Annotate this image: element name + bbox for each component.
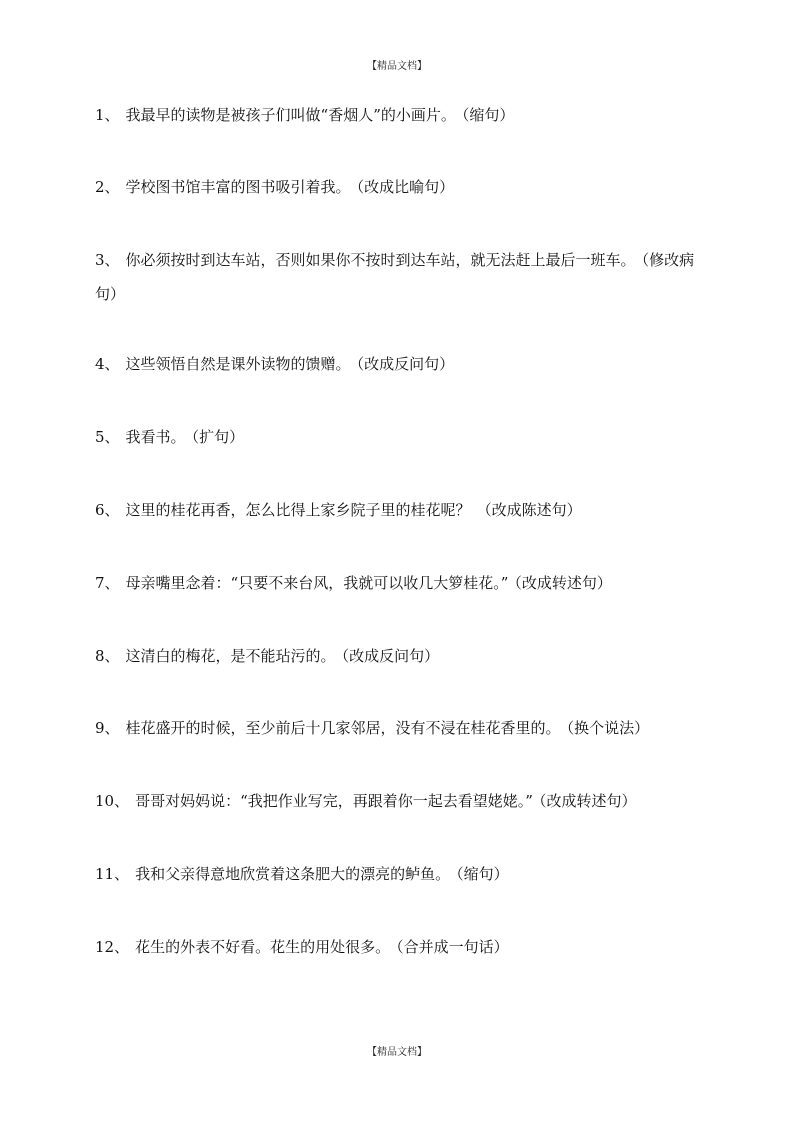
exercise-sentence: 我最早的读物是被孩子们叫做“香烟人”的小画片。 <box>125 106 456 124</box>
exercise-item <box>95 857 705 891</box>
exercise-number: 5、 <box>95 428 120 446</box>
exercise-sentence: 我和父亲得意地欣赏着这条肥大的漂亮的鲈鱼。 <box>135 865 451 883</box>
exercise-item <box>95 711 705 745</box>
page-header: 【精品文档】 <box>367 61 427 72</box>
exercise-item <box>95 639 705 673</box>
exercise-instruction: （改成比喻句） <box>356 178 455 196</box>
exercise-sentence: 哥哥对妈妈说：“我把作业写完，再跟着你一起去看望姥姥。” <box>135 792 533 810</box>
exercise-number: 11、 <box>95 865 130 883</box>
exercise-number: 1、 <box>95 106 120 124</box>
exercise-number: 3、 <box>95 251 120 269</box>
exercise-item <box>95 493 705 527</box>
exercise-number: 12、 <box>95 938 130 956</box>
exercise-instruction: （改成反问句） <box>341 647 440 665</box>
exercise-number: 10、 <box>95 792 130 810</box>
exercise-instruction: （改成反问句） <box>356 355 455 373</box>
exercise-sentence: 这些领悟自然是课外读物的馈赠。 <box>125 355 351 373</box>
exercise-item <box>95 930 705 964</box>
exercise-sentence: 这里的桂花再香，怎么比得上家乡院子里的桂花呢？ <box>125 501 471 519</box>
exercise-number: 2、 <box>95 178 120 196</box>
exercise-item <box>95 420 705 454</box>
exercise-instruction: （缩句） <box>456 865 509 883</box>
exercise-instruction: （改成陈述句） <box>476 501 582 519</box>
exercise-instruction: （合并成一句话） <box>396 938 509 956</box>
exercise-instruction: （修改病句） <box>95 251 695 303</box>
exercise-instruction: （缩句） <box>461 106 515 124</box>
page-footer: 【精品文档】 <box>367 1047 427 1058</box>
exercise-sentence: 桂花盛开的时候，至少前后十几家邻居，没有不浸在桂花香里的。 <box>125 719 561 737</box>
exercise-instruction: （换个说法） <box>566 719 650 737</box>
exercise-item <box>95 243 705 311</box>
exercise-sentence: 我看书。 <box>125 428 186 446</box>
exercise-instruction: （扩句） <box>191 428 245 446</box>
exercise-item <box>95 784 705 818</box>
exercise-item <box>95 566 705 600</box>
exercise-number: 7、 <box>95 574 120 592</box>
exercise-item <box>95 98 705 132</box>
exercise-number: 6、 <box>95 501 120 519</box>
exercise-instruction: （改成转述句） <box>538 792 637 810</box>
exercise-item <box>95 170 705 204</box>
exercise-number: 9、 <box>95 719 120 737</box>
exercise-sentence: 这清白的梅花，是不能玷污的。 <box>125 647 336 665</box>
exercise-number: 8、 <box>95 647 120 665</box>
exercise-sentence: 母亲嘴里念着：“只要不来台风，我就可以收几大箩桂花。” <box>125 574 509 592</box>
exercise-number: 4、 <box>95 355 120 373</box>
exercise-item <box>95 347 705 381</box>
exercise-sentence: 学校图书馆丰富的图书吸引着我。 <box>125 178 351 196</box>
exercise-sentence: 你必须按时到达车站，否则如果你不按时到达车站，就无法赶上最后一班车。 <box>125 251 636 269</box>
exercise-instruction: （改成转述句） <box>514 574 612 592</box>
exercise-sentence: 花生的外表不好看。花生的用处很多。 <box>135 938 391 956</box>
